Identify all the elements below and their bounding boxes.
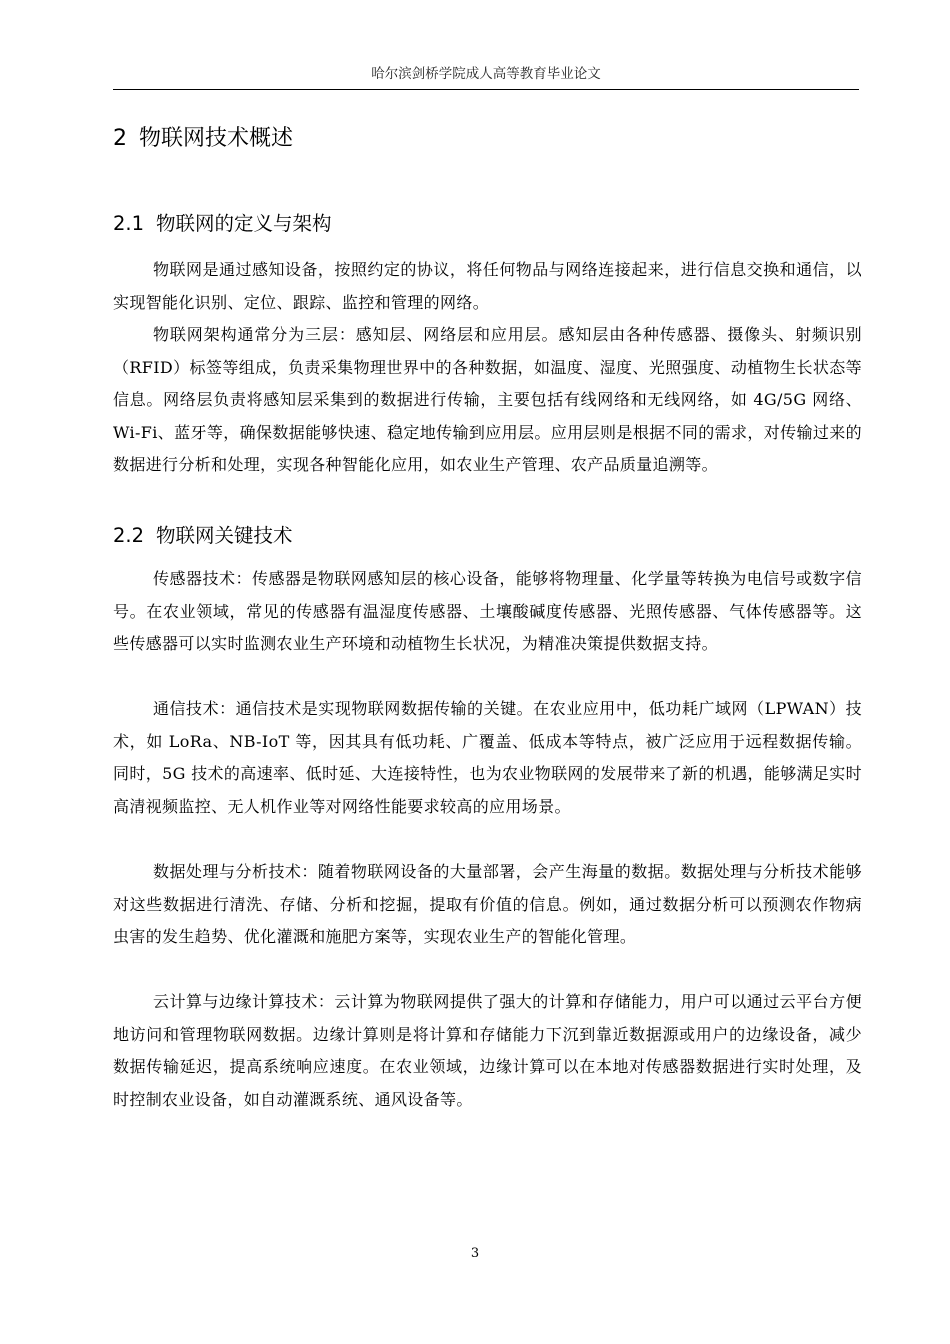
section-number: 2.2 [113, 524, 145, 547]
header-title: 哈尔滨剑桥学院成人高等教育毕业论文 [371, 66, 601, 82]
paragraph-iot-definition: 物联网是通过感知设备，按照约定的协议，将任何物品与网络连接起来，进行信息交换和通信，以实现智能化识别、定位、跟踪、监控和管理的网络。 [113, 260, 862, 312]
paragraph-data-processing: 数据处理与分析技术：随着物联网设备的大量部署，会产生海量的数据。数据处理与分析技术能够对这些数据进行清洗、存储、分析和挖掘，提取有价值的信息。例如，通过数据分析可以预测农作物病虫害的发生趋势、优化灌溉和施肥方案等，实现农业生产的智能化管理。 [113, 862, 862, 947]
paragraph-iot-architecture: 物联网架构通常分为三层：感知层、网络层和应用层。感知层由各种传感器、摄像头、射频识别（RFID）标签等组成，负责采集物理世界中的各种数据，如温度、湿度、光照强度、动植物生长状态等信息。网络层负责将感知层采集到的数据进行传输，主要包括有线网络和无线网络，如 4G/5G 网络、Wi-Fi、蓝牙等，确保数据能够快速、稳定地传输到应用层。应用层则是根据不同的需求，对传输过来的数据进行分析和处理，实现各种智能化应用，如农业生产管理、农产品质量追溯等。 [113, 325, 862, 475]
page-header [113, 60, 859, 90]
chapter-heading [113, 122, 293, 156]
paragraph-sensor-technology: 传感器技术：传感器是物联网感知层的核心设备，能够将物理量、化学量等转换为电信号或数字信号。在农业领域，常见的传感器有温湿度传感器、土壤酸碱度传感器、光照传感器、气体传感器等。这些传感器可以实时监测农业生产环境和动植物生长状况，为精准决策提供数据支持。 [113, 569, 862, 654]
paragraph-cloud-edge-computing: 云计算与边缘计算技术：云计算为物联网提供了强大的计算和存储能力，用户可以通过云平台方便地访问和管理物联网数据。边缘计算则是将计算和存储能力下沉到靠近数据源或用户的边缘设备，减少数据传输延迟，提高系统响应速度。在农业领域，边缘计算可以在本地对传感器数据进行实时处理，及时控制农业设备，如自动灌溉系统、通风设备等。 [113, 992, 862, 1109]
chapter-number: 2 [113, 126, 127, 151]
chapter-title: 物联网技术概述 [139, 126, 294, 151]
section-title: 物联网关键技术 [156, 524, 293, 547]
section-heading-2-1 [113, 209, 332, 239]
page-number: 3 [470, 1246, 480, 1261]
section-number: 2.1 [113, 212, 145, 235]
paragraph-communication-technology: 通信技术：通信技术是实现物联网数据传输的关键。在农业应用中，低功耗广域网（LPWAN）技术，如 LoRa、NB-IoT 等，因其具有低功耗、广覆盖、低成本等特点，被广泛应用于远程数据传输。同时，5G 技术的高速率、低时延、大连接特性，也为农业物联网的发展带来了新的机遇，能够满足实时高清视频监控、无人机作业等对网络性能要求较高的应用场景。 [113, 699, 862, 816]
section-title: 物联网的定义与架构 [156, 212, 332, 235]
section-heading-2-2 [113, 521, 293, 551]
